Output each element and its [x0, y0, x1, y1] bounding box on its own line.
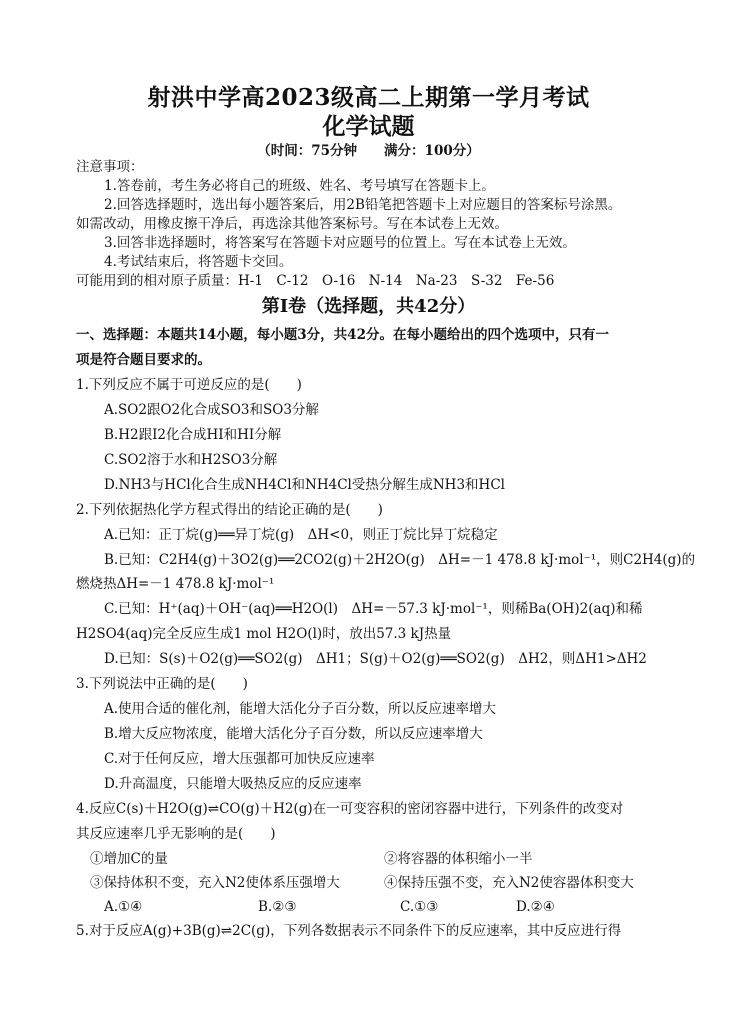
- question-3-stem: 3.下列说法中正确的是( ): [76, 676, 248, 692]
- question-2-option-d: D.已知：S(s)＋O2(g)══SO2(g) ΔH1；S(g)＋O2(g)══SO2(g) ΔH2，则ΔH1>ΔH2: [104, 651, 647, 667]
- question-2-option-a: A.已知：正丁烷(g)══异丁烷(g) ΔH<0，则正丁烷比异丁烷稳定: [104, 527, 498, 543]
- question-2-option-b: B.已知：C2H4(g)＋3O2(g)══2CO2(g)＋2H2O(g) ΔH=－1 478.8 kJ·mol⁻¹，则C2H4(g)的: [104, 552, 696, 568]
- question-1-stem: 1.下列反应不属于可逆反应的是( ): [76, 377, 302, 393]
- question-4-condition-2: ②将容器的体积缩小一半: [384, 851, 533, 867]
- question-1-option-c: C.SO2溶于水和H2SO3分解: [104, 452, 278, 468]
- exam-info: （时间：75分钟 满分：100分）: [257, 143, 480, 159]
- question-2-stem: 2.下列依据热化学方程式得出的结论正确的是( ): [76, 502, 383, 518]
- question-3-option-a: A.使用合适的催化剂，能增大活化分子百分数，所以反应速率增大: [104, 701, 497, 717]
- question-3-option-c: C.对于任何反应，增大压强都可加快反应速率: [104, 751, 375, 767]
- question-2-option-c-continued: H2SO4(aq)完全反应生成1 mol H2O(l)时，放出57.3 kJ热量: [76, 626, 452, 642]
- question-4-choice-a: A.①④: [104, 899, 143, 915]
- question-4-stem-continued: 其反应速率几乎无影响的是( ): [76, 826, 276, 842]
- notice-heading: 注意事项：: [76, 159, 144, 175]
- section-instruction: 一、选择题：本题共14小题，每小题3分，共42分。在每小题给出的四个选项中，只有一: [76, 327, 609, 343]
- question-3-option-d: D.升高温度，只能增大吸热反应的反应速率: [104, 776, 362, 792]
- section-instruction-continued: 项是符合题目要求的。: [76, 352, 211, 368]
- notice-item: 4.考试结束后，将答题卡交回。: [104, 254, 293, 270]
- section-title: 第I卷（选择题，共42分）: [261, 296, 476, 317]
- question-1-option-b: B.H2跟I2化合成HI和HI分解: [104, 427, 282, 443]
- question-4-choice-d: D.②④: [516, 899, 555, 915]
- notice-item: 1.答卷前，考生务必将自己的班级、姓名、考号填写在答题卡上。: [104, 178, 495, 194]
- notice-item: 3.回答非选择题时，将答案写在答题卡对应题号的位置上。写在本试卷上无效。: [104, 235, 576, 251]
- question-4-condition-4: ④保持压强不变，充入N2使容器体积变大: [384, 875, 634, 891]
- question-1-option-d: D.NH3与HCl化合生成NH4Cl和NH4Cl受热分解生成NH3和HCl: [104, 477, 505, 493]
- question-4-condition-1: ①增加C的量: [90, 851, 168, 867]
- question-3-option-b: B.增大反应物浓度，能增大活化分子百分数，所以反应速率增大: [104, 726, 483, 742]
- question-4-stem: 4.反应C(s)＋H2O(g)⇌CO(g)＋H2(g)在一可变容积的密闭容器中进行，下列条件的改变对: [76, 801, 624, 817]
- question-2-option-b-continued: 燃烧热ΔH=－1 478.8 kJ·mol⁻¹: [76, 576, 275, 592]
- notice-item-continued: 如需改动，用橡皮擦干净后，再选涂其他答案标号。写在本试卷上无效。: [76, 216, 508, 232]
- notice-item: 2.回答选择题时，选出每小题答案后，用2B铅笔把答题卡上对应题目的答案标号涂黑。: [104, 197, 622, 213]
- question-4-choice-c: C.①③: [400, 899, 439, 915]
- question-1-option-a: A.SO2跟O2化合成SO3和SO3分解: [104, 402, 319, 418]
- question-2-option-c: C.已知：H⁺(aq)＋OH⁻(aq)══H2O(l) ΔH=－57.3 kJ·mol⁻¹，则稀Ba(OH)2(aq)和稀: [104, 601, 643, 617]
- atomic-masses: 可能用到的相对原子质量：H-1 C-12 O-16 N-14 Na-23 S-32 Fe-56: [76, 273, 555, 289]
- question-4-choice-b: B.②③: [258, 899, 297, 915]
- subject-title: 化学试题: [322, 113, 415, 140]
- question-5-stem: 5.对于反应A(g)+3B(g)⇌2C(g)，下列各数据表示不同条件下的反应速率，其中反应进行得: [76, 923, 622, 939]
- exam-title: 射洪中学高2023级高二上期第一学月考试: [147, 84, 590, 111]
- question-4-condition-3: ③保持体积不变，充入N2使体系压强增大: [90, 875, 340, 891]
